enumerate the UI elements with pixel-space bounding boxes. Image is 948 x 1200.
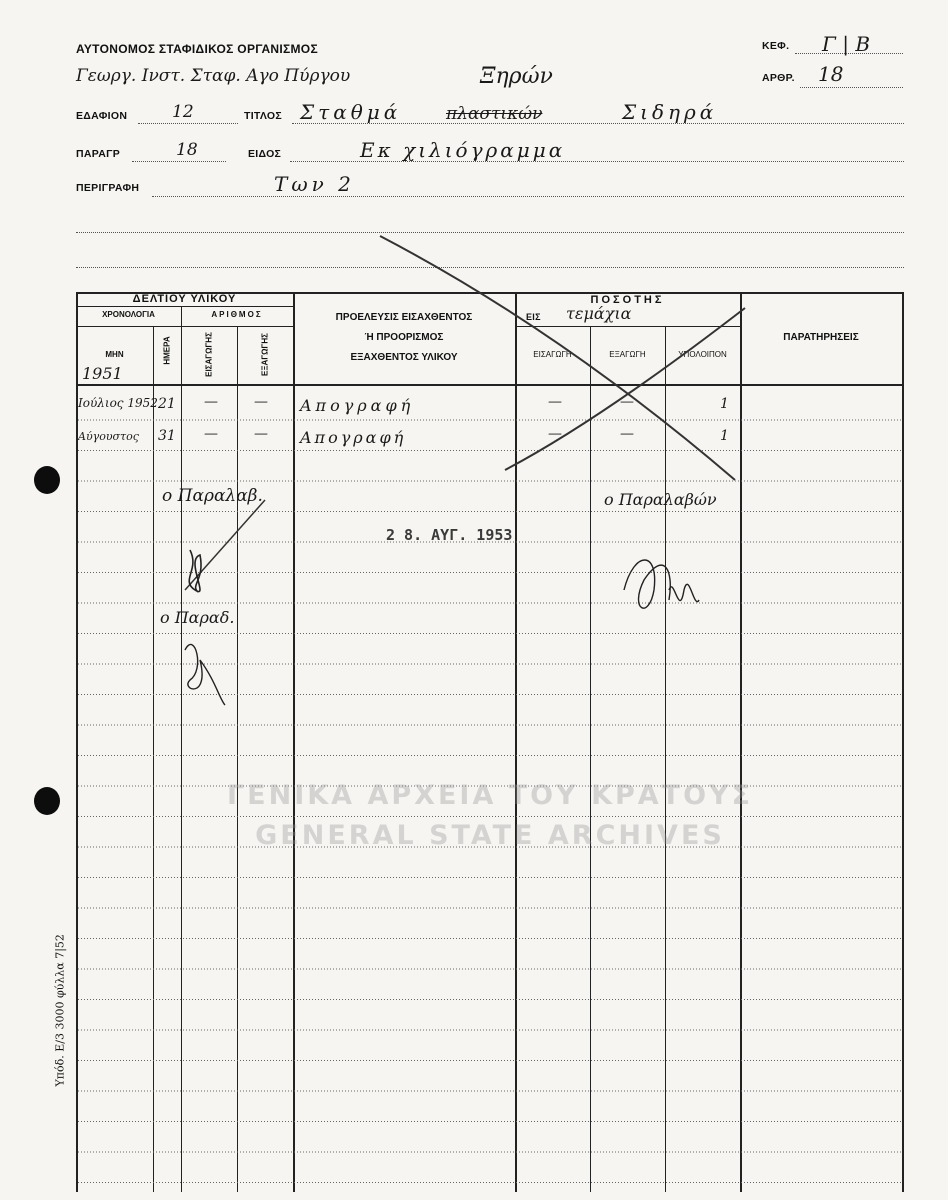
- proeleusis-line-3: ΕΞΑΧΘΕΝΤΟΣ ΥΛΙΚΟΥ: [350, 352, 458, 363]
- titlos-struck: πλαστικών: [446, 104, 543, 124]
- eisagogis-header: ΕΙΣΑΓΩΓΗΣ: [204, 332, 214, 377]
- exagogis-header: ΕΞΑΓΩΓΗΣ: [260, 333, 270, 376]
- paratiriseis-header: ΠΑΡΑΤΗΡΗΣΕΙΣ: [783, 332, 859, 343]
- year-handwritten: 1951: [82, 364, 123, 383]
- imera-header: ΗΜΕΡΑ: [162, 336, 172, 365]
- org-title: ΑΥΤΟΝΟΜΟΣ ΣΤΑΦΙΔΙΚΟΣ ΟΡΓΑΝΙΣΜΟΣ: [76, 42, 318, 56]
- row1-qin: —: [548, 394, 562, 410]
- titlos-label: ΤΙΤΛΟΣ: [244, 110, 282, 122]
- perigrafi-value: Των 2: [274, 172, 355, 196]
- posotis-header: ΠΟΣΟΤΗΣ: [590, 294, 665, 306]
- arthr-value: 18: [818, 62, 844, 86]
- arithmos-header: ΑΡΙΘΜΟΣ: [211, 310, 263, 319]
- row2-qout: —: [620, 426, 634, 442]
- side-note: Υπόδ. Ε/3 3000 φύλλα 7|52: [53, 934, 67, 1087]
- perigrafi-label: ΠΕΡΙΓΡΑΦΗ: [76, 182, 140, 194]
- kef-label: ΚΕΦ.: [762, 40, 790, 52]
- watermark-greek: ΓΕΝΙΚΑ ΑΡΧΕΙΑ ΤΟΥ ΚΡΑΤΟΥΣ: [226, 780, 754, 811]
- row1-eis: —: [204, 394, 218, 410]
- watermark-english: GENERAL STATE ARCHIVES: [255, 820, 725, 851]
- row1-rem: 1: [720, 396, 729, 412]
- min-header: ΜΗΝ: [105, 350, 124, 359]
- row2-exa: —: [254, 426, 268, 442]
- edafion-label: ΕΔΑΦΙΟΝ: [76, 110, 128, 122]
- signature-left-2: ο Παραδ.: [160, 608, 235, 627]
- titlos-value: Σταθμά: [300, 100, 402, 124]
- row2-qin: —: [548, 426, 562, 442]
- row1-qout: —: [620, 394, 634, 410]
- row2-eis: —: [204, 426, 218, 442]
- row2-day: 31: [158, 428, 176, 444]
- deltiou-header: ΔΕΛΤΙΟΥ ΥΛΙΚΟΥ: [132, 293, 237, 305]
- row1-day: 21: [158, 396, 176, 412]
- eidos-label: ΕΙΔΟΣ: [248, 148, 282, 160]
- date-stamp: 2 8. ΑΥΓ. 1953: [386, 526, 513, 544]
- row2-month: Αύγουστος: [78, 430, 139, 443]
- eidos-value: Εκ χιλιόγραμμα: [360, 138, 566, 162]
- row1-exa: —: [254, 394, 268, 410]
- proeleusis-line-1: ΠΡΟΕΛΕΥΣΙΣ ΕΙΣΑΧΘΕΝΤΟΣ: [335, 312, 473, 323]
- signature-right-1: ο Παραλαβών: [604, 490, 717, 509]
- ypoloipon-header: ΥΠΟΛΟΙΠΟΝ: [678, 350, 727, 359]
- signature-scribble-left: [170, 530, 240, 710]
- kef-value: Γ | Β: [822, 32, 871, 56]
- arthr-label: ΑΡΘΡ.: [762, 72, 795, 84]
- eis-label: ΕΙΣ: [526, 312, 541, 322]
- signature-scribble-right: [614, 530, 714, 640]
- paragr-value: 18: [176, 140, 198, 160]
- proeleusis-line-2: Ή ΠΡΟΟΡΙΣΜΟΣ: [364, 332, 444, 343]
- chronologia-header: ΧΡΟΝΟΛΟΓΙΑ: [102, 310, 155, 319]
- row1-month: Ιούλιος 1952: [78, 396, 158, 410]
- cancel-line-1: [380, 236, 735, 480]
- row2-rem: 1: [720, 428, 729, 444]
- row2-desc: Απογραφή: [300, 428, 407, 447]
- subtitle-handwritten: Γεωργ. Ινστ. Σταφ. Αγο Πύργου: [76, 66, 351, 86]
- titlos-value-2: Σιδηρά: [622, 100, 718, 124]
- edafion-value: 12: [172, 102, 194, 122]
- paragr-label: ΠΑΡΑΓΡ: [76, 148, 121, 160]
- signature-left-1: ο Παραλαβ.: [162, 486, 263, 506]
- struck-word-handwritten: Ξηρών: [480, 64, 553, 89]
- eis-value: τεμάχια: [566, 304, 632, 323]
- row1-desc: Απογραφή: [300, 396, 415, 415]
- eisagogi-header: ΕΙΣΑΓΩΓΗ: [533, 350, 572, 359]
- exagogi-header: ΕΞΑΓΩΓΗ: [609, 350, 646, 359]
